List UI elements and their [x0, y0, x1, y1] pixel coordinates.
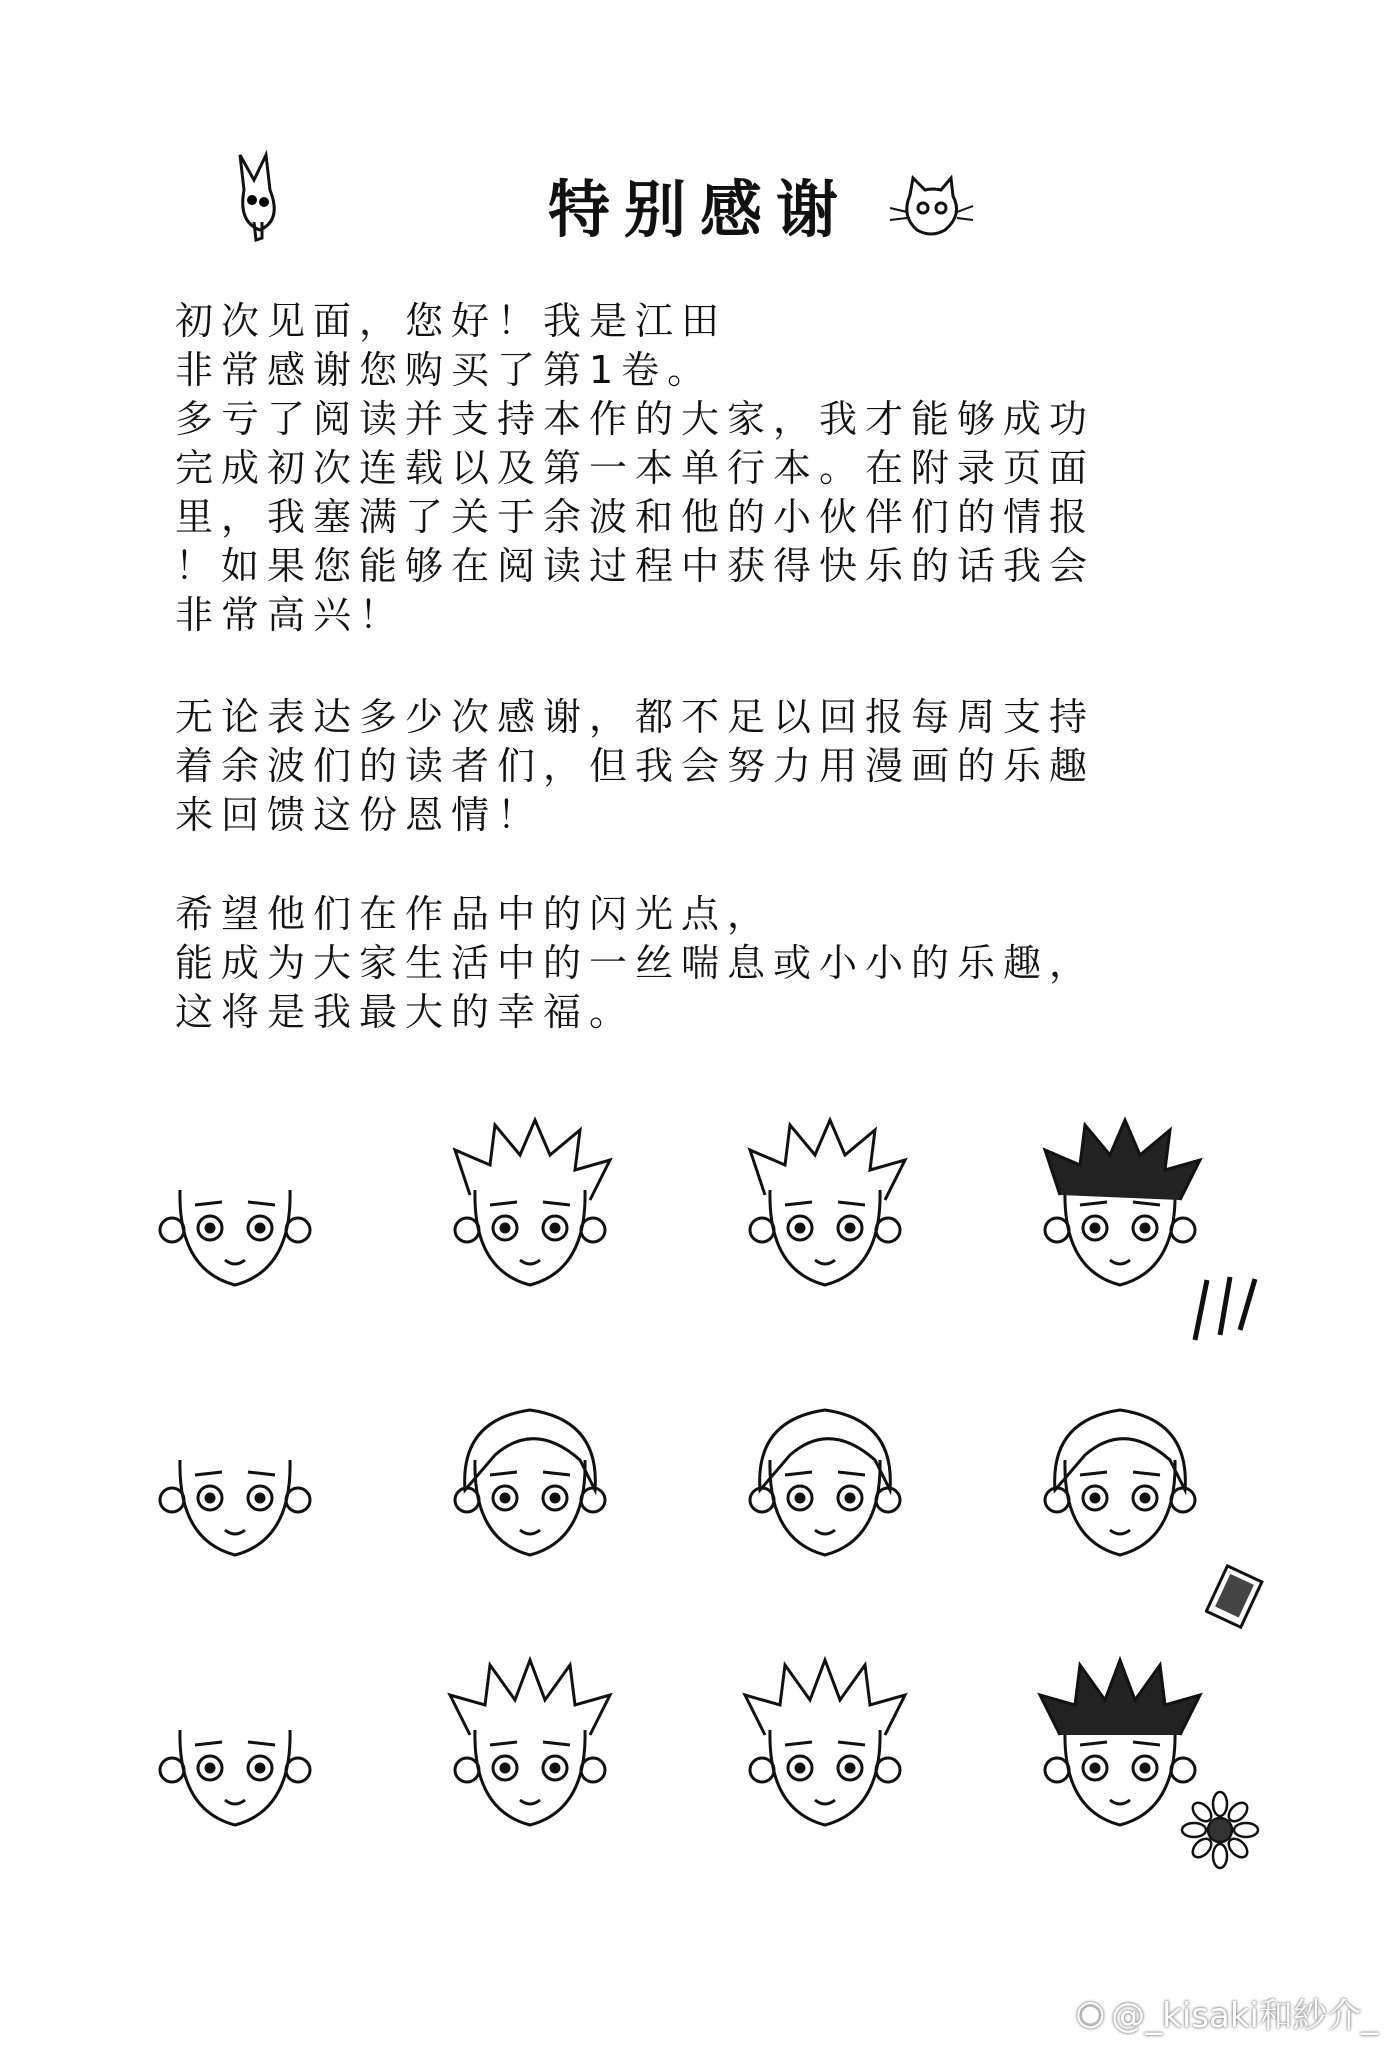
text-line: 希望他们在作品中的闪光点， [175, 892, 774, 936]
text-line: 来回馈这份恩情！ [175, 793, 544, 837]
weibo-watermark [1076, 1988, 1379, 2037]
weibo-icon: ◉ [1075, 1992, 1106, 2033]
character-face-sketch [435, 1110, 625, 1300]
text-line: 初次见面，您好！我是江田 [175, 299, 728, 343]
character-face-sketch [730, 1110, 920, 1300]
flower-doodle-icon [1180, 1790, 1260, 1874]
text-line: 里，我塞满了关于余波和他的小伙伴们的情报 [175, 495, 1096, 539]
text-line: 完成初次连载以及第一本单行本。在附录页面 [175, 446, 1096, 490]
text-line: 着余波们的读者们，但我会努力用漫画的乐趣 [175, 744, 1096, 788]
text-line: 无论表达多少次感谢，都不足以回报每周支持 [175, 695, 1096, 739]
greeting-paragraph [175, 297, 1325, 640]
text-line: 非常感谢您购买了第1卷。 [175, 348, 714, 392]
pens-doodle-icon [1185, 1265, 1265, 1349]
character-face-sketch [140, 1650, 330, 1840]
text-line: 非常高兴！ [175, 593, 406, 637]
text-line: 这将是我最大的幸福。 [175, 990, 636, 1034]
text-line: 能成为大家生活中的一丝喘息或小小的乐趣， [175, 941, 1096, 985]
character-face-sketch [140, 1110, 330, 1300]
wish-paragraph [175, 890, 1325, 1037]
character-face-sketch [730, 1380, 920, 1570]
watermark-text: @_kisaki和紗介_ [1111, 1996, 1378, 2036]
cat-doodle-icon [885, 170, 975, 249]
text-line: 多亏了阅读并支持本作的大家，我才能够成功 [175, 397, 1096, 441]
character-face-sketch [435, 1380, 625, 1570]
character-face-sketch [435, 1650, 625, 1840]
tablet-doodle-icon [1205, 1560, 1275, 1634]
text-line: ！如果您能够在阅读过程中获得快乐的话我会 [175, 544, 1096, 588]
thanks-paragraph [175, 693, 1325, 840]
character-face-sketch [730, 1650, 920, 1840]
character-face-sketch [140, 1380, 330, 1570]
page-title: 特别感谢 [547, 173, 852, 246]
character-face-sketch [1025, 1380, 1215, 1570]
